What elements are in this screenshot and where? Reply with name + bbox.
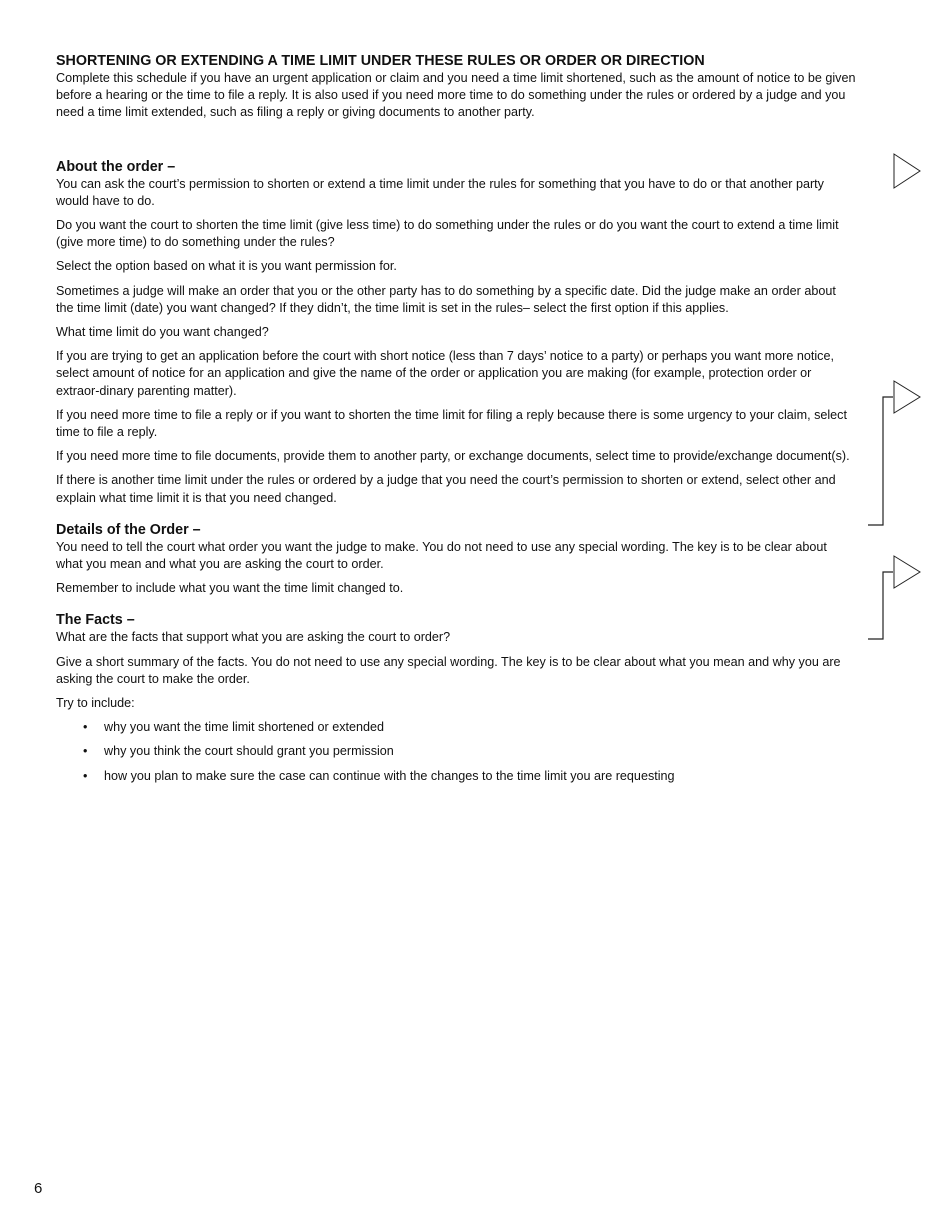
list-item: [56, 719, 856, 736]
list-item-text: how you plan to make sure the case can continue with the changes to the time limit you are requesting: [104, 768, 675, 783]
page-number: 6: [34, 1180, 43, 1197]
bracket-pointer-icon: [860, 376, 930, 531]
bullet-icon: •: [83, 768, 88, 783]
list-item: [56, 768, 856, 785]
document-title: SHORTENING OR EXTENDING A TIME LIMIT UNDER THESE RULES OR ORDER OR DIRECTION: [56, 53, 705, 69]
details-order-section: [56, 521, 856, 598]
about-order-heading: About the order –: [56, 158, 176, 175]
about-order-paragraph: Select the option based on what it is you want permission for.: [56, 259, 397, 274]
page-content: [56, 52, 856, 792]
bracket-pointer-icon: [860, 551, 930, 646]
facts-paragraph: Try to include:: [56, 696, 135, 711]
details-order-paragraph: Remember to include what you want the time limit changed to.: [56, 581, 404, 596]
facts-heading: The Facts –: [56, 612, 135, 629]
list-item-text: why you want the time limit shortened or extended: [104, 720, 385, 735]
intro-paragraph: Complete this schedule if you have an urgent application or claim and you need a time limit shortened, such as the amount of notice to be given before a hearing or the time to file a reply. It is also used if you need more time to do something under the rules or ordered by a judge and you need a time limit extended, such as filing a reply or giving documents to another party.: [56, 71, 856, 120]
facts-paragraph: What are the facts that support what you are asking the court to order?: [56, 630, 451, 645]
about-order-paragraph: What time limit do you want changed?: [56, 325, 269, 340]
about-order-section: [56, 158, 856, 507]
list-item: [56, 743, 856, 760]
about-order-paragraph: If you need more time to file a reply or if you want to shorten the time limit for filing a reply because there is some urgency to your claim, select time to file a reply.: [56, 407, 847, 440]
about-order-paragraph: If there is another time limit under the rules or ordered by a judge that you need the court’s permission to shorten or extend, select other and explain what time limit it is that you need changed.: [56, 473, 836, 505]
about-order-paragraph: You can ask the court’s permission to shorten or extend a time limit under the rules for something that you have to do or that another party would have to do.: [56, 176, 824, 208]
facts-paragraph: Give a short summary of the facts. You do not need to use any special wording. The key is to be clear about what you mean and why you are asking the court to make the order.: [56, 654, 841, 686]
facts-section: [56, 611, 856, 784]
about-order-paragraph: Sometimes a judge will make an order that you or the other party has to do something by a specific date. Did the judge make an order about the time limit (date) you want changed? If they didn’t, the time limit is set in the rules– select the first option if this applies.: [56, 283, 836, 315]
list-item-text: why you think the court should grant you permission: [104, 744, 394, 759]
facts-bullet-list: [56, 719, 856, 785]
about-order-paragraph: If you need more time to file documents, provide them to another party, or exchange documents, select time to provide/exchange document(s).: [56, 449, 850, 464]
triangle-pointer-icon: [880, 150, 930, 194]
details-order-paragraph: You need to tell the court what order you want the judge to make. You do not need to use any special wording. The key is to be clear about what you mean and what you are asking the court to order.: [56, 539, 827, 572]
about-order-paragraph: If you are trying to get an application before the court with short notice (less than 7 days’ notice to a party) or perhaps you want more notice, select amount of notice for an application and give the name of the order or application you are making (for example, protection order or extraor-dinary parenting matter).: [56, 349, 834, 398]
bullet-icon: •: [83, 744, 88, 759]
details-order-heading: Details of the Order –: [56, 521, 201, 538]
about-order-paragraph: Do you want the court to shorten the time limit (give less time) to do something under the rules or do you want the court to extend a time limit (give more time) to do something under the rules?: [56, 218, 839, 250]
bullet-icon: •: [83, 720, 88, 735]
